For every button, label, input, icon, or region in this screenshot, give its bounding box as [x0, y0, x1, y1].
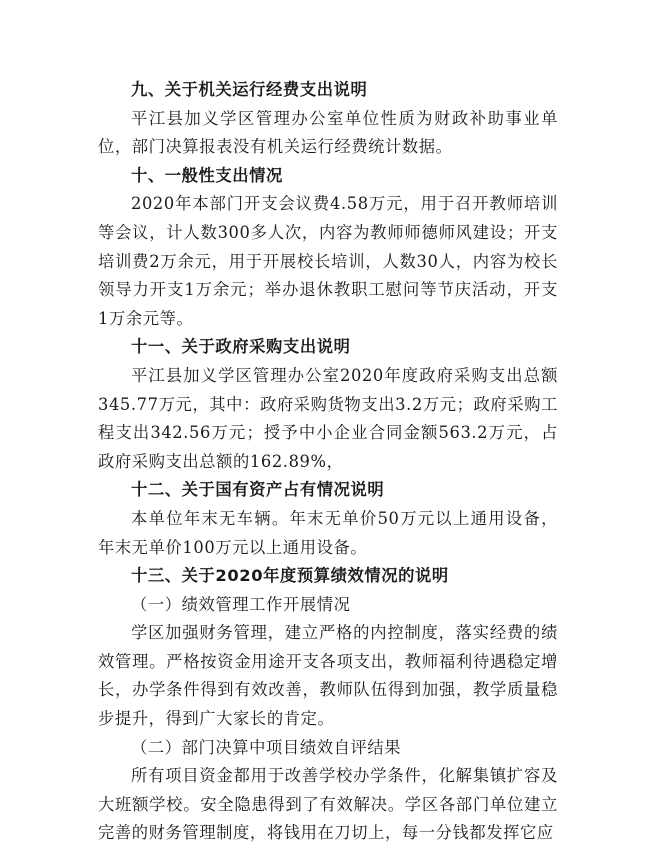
- section-10-paragraph: 2020年本部门开支会议费4.58万元，用于召开教师培训等会议，计人数300多人次，内容为教师师德师风建设；开支培训费2万余元，用于开展校长培训，人数30人，内容为校长领导力开支1万余元；举办退休教职工慰问等节庆活动，开支1万余元等。: [98, 194, 558, 328]
- section-11-paragraph: 平江县加义学区管理办公室2020年度政府采购支出总额345.77万元，其中：政府采购货物支出3.2万元；政府采购工程支出342.56万元；授予中小企业合同金额563.2万元，占政府采购支出总额的162.89%，: [98, 365, 558, 471]
- section-12-paragraph: 本单位年末无车辆。年末无单价50万元以上通用设备，年末无单价100万元以上通用设备。: [98, 508, 558, 557]
- section-12-heading: 十二、关于国有资产占有情况说明: [131, 480, 385, 500]
- section-13-heading: 十三、关于2020年度预算绩效情况的说明: [131, 566, 449, 586]
- section-13-paragraph-2: 所有项目资金都用于改善学校办学条件，化解集镇扩容及大班额学校。安全隐患得到了有效解决。学区各部门单位建立完善的财务管理制度，将钱用在刀切上，每一分钱都发挥它应: [98, 766, 558, 843]
- document-body: [98, 76, 558, 848]
- section-13-subheading-1: （一）绩效管理工作开展情况: [131, 594, 351, 614]
- section-13-subheading-2: （二）部门决算中项目绩效自评结果: [131, 737, 402, 757]
- section-9-paragraph: 平江县加义学区管理办公室单位性质为财政补助事业单位，部门决算报表没有机关运行经费统计数据。: [98, 108, 558, 157]
- section-10-heading: 十、一般性支出情况: [131, 165, 283, 185]
- section-13-paragraph-1: 学区加强财务管理，建立严格的内控制度，落实经费的绩效管理。严格按资金用途开支各项支出，教师福利待遇稳定增长，办学条件得到有效改善，教师队伍得到加强，教学质量稳步提升，得到广大家长的肯定。: [98, 623, 558, 729]
- section-11-heading: 十一、关于政府采购支出说明: [131, 337, 351, 357]
- section-9-heading: 九、关于机关运行经费支出说明: [131, 80, 368, 99]
